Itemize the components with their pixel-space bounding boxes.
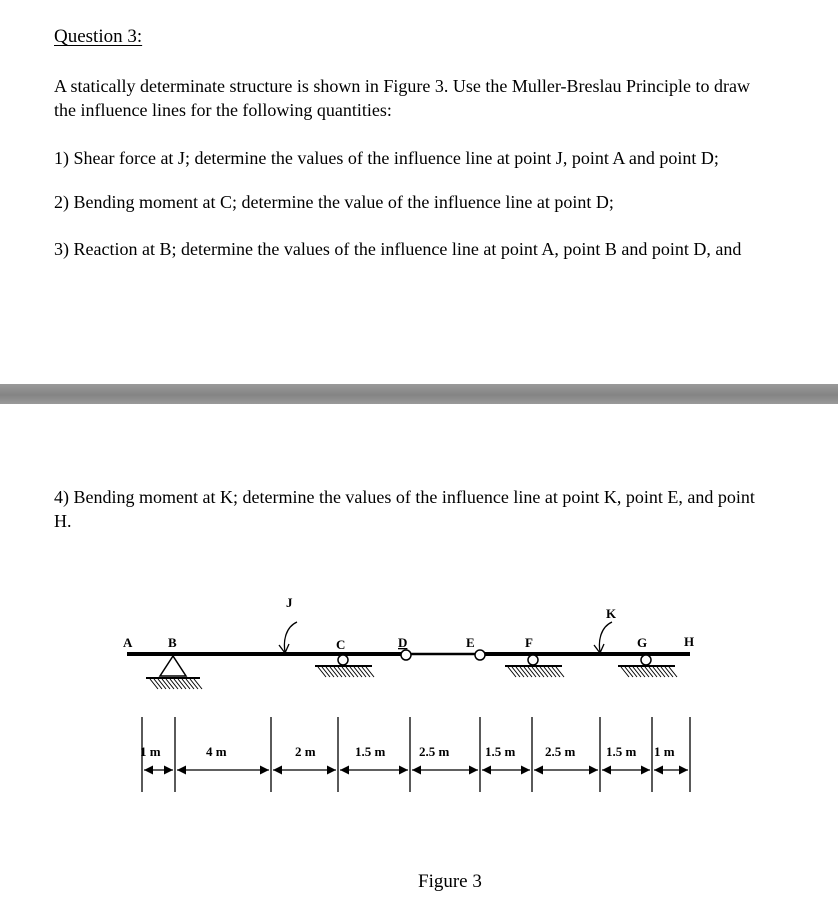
label-a: A <box>123 635 133 650</box>
intro-line-2: the influence lines for the following quantities: <box>54 100 392 120</box>
span-label-7: 2.5 m <box>545 744 576 759</box>
span-label-1: 1 m <box>140 744 161 759</box>
pin-support-b <box>146 656 200 678</box>
intro-line-1: A statically determinate structure is shown in Figure 3. Use the Muller-Breslau Principle to draw <box>54 76 750 96</box>
label-j: J <box>286 595 293 610</box>
hinge-e <box>475 650 485 660</box>
section-marker-k <box>594 622 612 653</box>
beam-figure <box>0 585 838 805</box>
ground-hatch-b <box>150 679 202 689</box>
question-item-4 <box>54 485 838 533</box>
span-label-3: 2 m <box>295 744 316 759</box>
ground-hatch-f <box>508 667 564 677</box>
roller-support-g <box>618 655 675 666</box>
roller-support-f <box>505 655 562 666</box>
label-g: G <box>637 635 648 650</box>
question-title: Question 3: <box>54 26 143 47</box>
label-h: H <box>684 634 695 649</box>
figure-caption: Figure 3 <box>418 871 482 892</box>
span-label-8: 1.5 m <box>606 744 637 759</box>
label-e: E <box>466 635 475 650</box>
label-b: B <box>168 635 177 650</box>
label-c: C <box>336 637 346 652</box>
ground-hatch-g <box>621 667 677 677</box>
question-item-4-line-2: H. <box>54 511 72 531</box>
hinge-d <box>401 650 411 660</box>
page-divider-bar <box>0 384 838 404</box>
label-k: K <box>606 606 617 621</box>
intro-paragraph <box>54 74 838 122</box>
roller-support-c <box>315 655 372 666</box>
question-item-4-line-1: 4) Bending moment at K; determine the values of the influence line at point K, point E, and point <box>54 487 755 507</box>
label-f: F <box>525 635 533 650</box>
span-label-4: 1.5 m <box>355 744 386 759</box>
span-label-6: 1.5 m <box>485 744 516 759</box>
label-d: D <box>398 635 408 650</box>
question-item-2: 2) Bending moment at C; determine the value of the influence line at point D; <box>54 192 614 212</box>
question-item-1: 1) Shear force at J; determine the values of the influence line at point J, point A and point D; <box>54 148 719 168</box>
span-label-5: 2.5 m <box>419 744 450 759</box>
span-label-9: 1 m <box>654 744 675 759</box>
span-label-2: 4 m <box>206 744 227 759</box>
ground-hatch-c <box>318 667 374 677</box>
section-marker-j <box>279 622 297 653</box>
question-item-3: 3) Reaction at B; determine the values of the influence line at point A, point B and point D, and <box>54 239 742 259</box>
